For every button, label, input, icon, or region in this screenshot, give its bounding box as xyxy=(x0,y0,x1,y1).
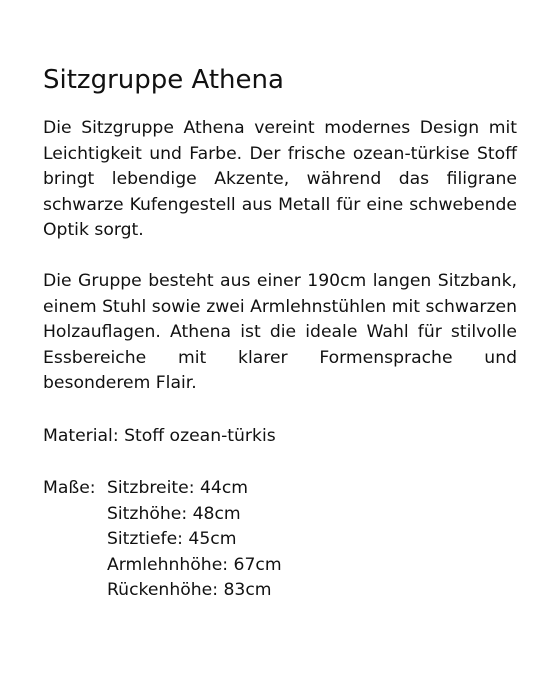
dimension-backrest-height: Rückenhöhe: 83cm xyxy=(107,580,272,600)
dimension-seat-width: Sitzbreite: 44cm xyxy=(107,478,249,498)
dimension-seat-depth: Sitztiefe: 45cm xyxy=(107,529,237,549)
description-paragraph-2: Die Gruppe besteht aus einer 190cm langen Sitzbank, einem Stuhl sowie zwei Armlehnstühlen mit schwarzen Holzauflagen. Athena ist die ideale Wahl für stilvolle Essbereiche mit klarer Formensprache und besonderem Flair. xyxy=(43,271,517,393)
product-title: Sitzgruppe Athena xyxy=(43,65,284,95)
dimensions-label: Maße: xyxy=(43,478,96,498)
dimension-armrest-height: Armlehnhöhe: 67cm xyxy=(107,555,282,575)
material-line: Material: Stoff ozean-türkis xyxy=(43,426,276,446)
description-paragraph-1: Die Sitzgruppe Athena vereint modernes Design mit Leichtigkeit und Farbe. Der frische ozean-türkise Stoff bringt lebendige Akzente, während das filigrane schwarze Kufengestell aus Metall für eine schwebende Optik sorgt. xyxy=(43,118,517,240)
dimension-seat-height: Sitzhöhe: 48cm xyxy=(107,504,241,524)
